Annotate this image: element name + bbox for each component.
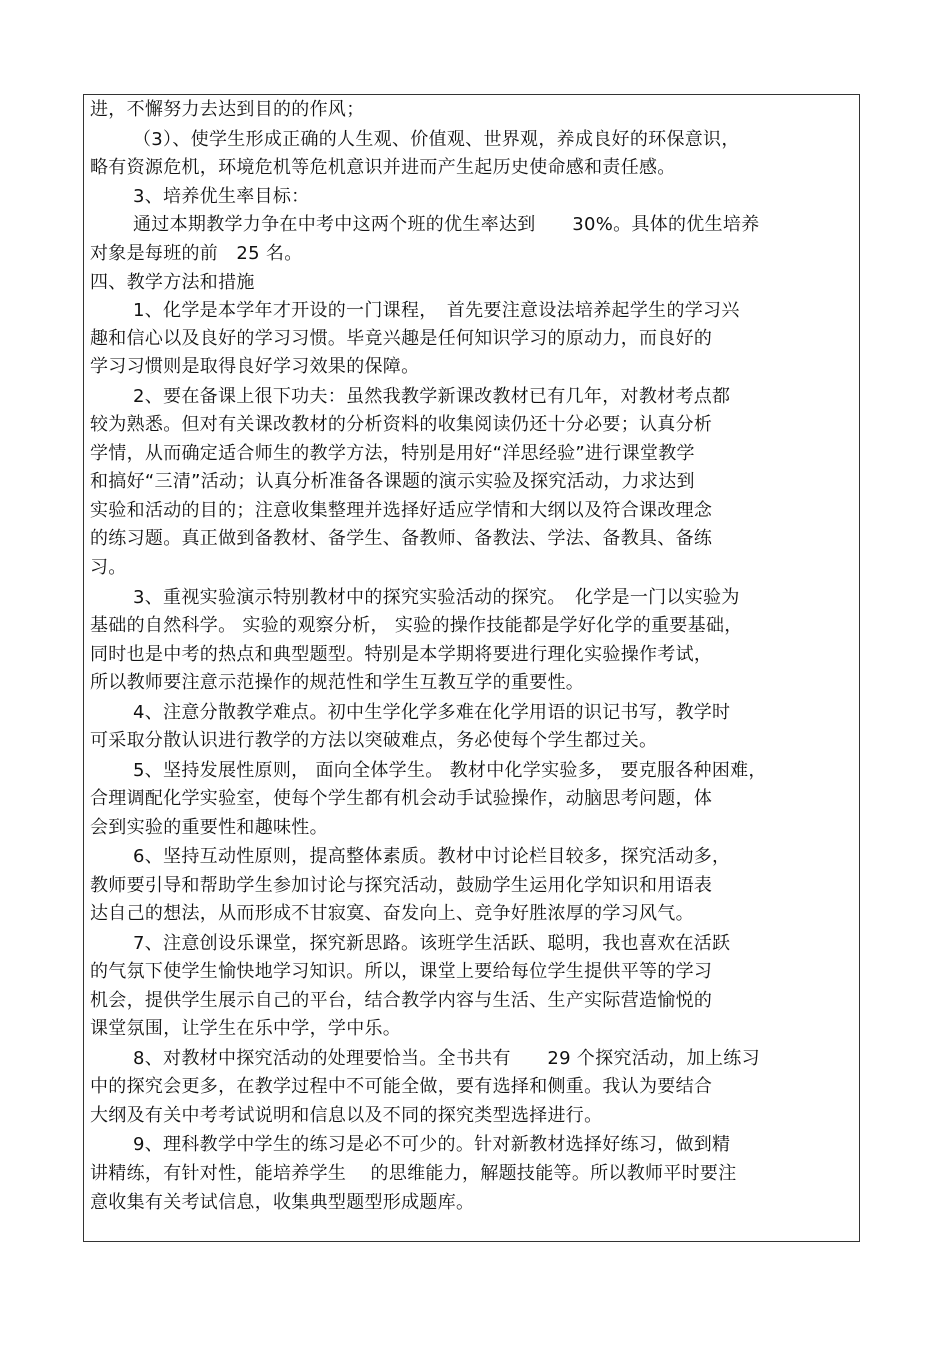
text-line: 6、坚持互动性原则，提高整体素质。教材中讨论栏目较多，探究活动多， <box>133 846 731 867</box>
text-line: 进，不懈努力去达到目的的作风； <box>90 99 365 120</box>
text-line: 的练习题。真正做到备教材、备学生、备教师、备教法、学法、备教具、备练 <box>90 528 713 549</box>
text-line: 和搞好“三清”活动；认真分析准备各课题的演示实验及探究活动，力求达到 <box>90 471 695 492</box>
text-line: 教师要引导和帮助学生参加讨论与探究活动，鼓励学生运用化学知识和用语表 <box>90 875 713 896</box>
text-line: 3、培养优生率目标： <box>133 186 310 207</box>
text-line: 学情，从而确定适合师生的教学方法，特别是用好“洋思经验”进行课堂教学 <box>90 443 695 464</box>
text-line: （3）、使学生形成正确的人生观、价值观、世界观，养成良好的环保意识， <box>133 129 740 150</box>
text-line: 3、重视实验演示特别教材中的探究实验活动的探究。 化学是一门以实验为 <box>133 587 740 608</box>
text-line: 可采取分散认识进行教学的方法以突破难点，务必使每个学生都过关。 <box>90 730 658 751</box>
text-line: 机会，提供学生展示自己的平台，结合教学内容与生活、生产实际营造愉悦的 <box>90 990 713 1011</box>
text-line: 同时也是中考的热点和典型题型。特别是本学期将要进行理化实验操作考试， <box>90 644 713 665</box>
text-line: 5、坚持发展性原则， 面向全体学生。 教材中化学实验多， 要克服各种困难， <box>133 760 767 781</box>
text-line: 对象是每班的前 25 名。 <box>90 243 303 264</box>
text-line: 略有资源危机，环境危机等危机意识并进而产生起历史使命感和责任感。 <box>90 157 676 178</box>
text-line: 通过本期教学力争在中考中这两个班的优生率达到 30%。具体的优生培养 <box>133 214 760 235</box>
text-line: 中的探究会更多，在教学过程中不可能全做，要有选择和侧重。我认为要结合 <box>90 1076 713 1097</box>
text-line: 实验和活动的目的；注意收集整理并选择好适应学情和大纲以及符合课改理念 <box>90 500 713 521</box>
text-line: 讲精练，有针对性，能培养学生 的思维能力，解题技能等。所以教师平时要注 <box>90 1163 737 1184</box>
text-line: 8、对教材中探究活动的处理要恰当。全书共有 29 个探究活动，加上练习 <box>133 1048 760 1069</box>
text-line: 趣和信心以及良好的学习习惯。毕竟兴趣是任何知识学习的原动力，而良好的 <box>90 328 713 349</box>
text-line: 合理调配化学实验室，使每个学生都有机会动手试验操作，动脑思考问题，体 <box>90 788 713 809</box>
text-line: 1、化学是本学年才开设的一门课程， 首先要注意设法培养起学生的学习兴 <box>133 300 740 321</box>
text-line: 学习习惯则是取得良好学习效果的保障。 <box>90 356 420 377</box>
text-line: 7、注意创设乐课堂，探究新思路。该班学生活跃、聪明，我也喜欢在活跃 <box>133 933 731 954</box>
text-line: 基础的自然科学。 实验的观察分析， 实验的操作技能都是学好化学的重要基础， <box>90 615 743 636</box>
text-line: 2、要在备课上很下功夫：虽然我教学新课改教材已有几年，对教材考点都 <box>133 386 731 407</box>
text-line: 习。 <box>90 557 127 578</box>
text-line: 4、注意分散教学难点。初中生学化学多难在化学用语的识记书写，教学时 <box>133 702 731 723</box>
text-line: 较为熟悉。但对有关课改教材的分析资料的收集阅读仍还十分必要；认真分析 <box>90 414 713 435</box>
text-line: 大纲及有关中考考试说明和信息以及不同的探究类型选择进行。 <box>90 1105 603 1126</box>
text-line: 的气氛下使学生愉快地学习知识。所以，课堂上要给每位学生提供平等的学习 <box>90 961 713 982</box>
text-line: 课堂氛围，让学生在乐中学，学中乐。 <box>90 1018 402 1039</box>
text-line: 意收集有关考试信息，收集典型题型形成题库。 <box>90 1192 475 1213</box>
text-line: 会到实验的重要性和趣味性。 <box>90 817 328 838</box>
section-heading: 四、教学方法和措施 <box>90 272 255 293</box>
text-line: 达自己的想法，从而形成不甘寂寞、奋发向上、竞争好胜浓厚的学习风气。 <box>90 903 694 924</box>
text-line: 9、理科教学中学生的练习是必不可少的。针对新教材选择好练习，做到精 <box>133 1134 731 1155</box>
text-line: 所以教师要注意示范操作的规范性和学生互教互学的重要性。 <box>90 672 585 693</box>
